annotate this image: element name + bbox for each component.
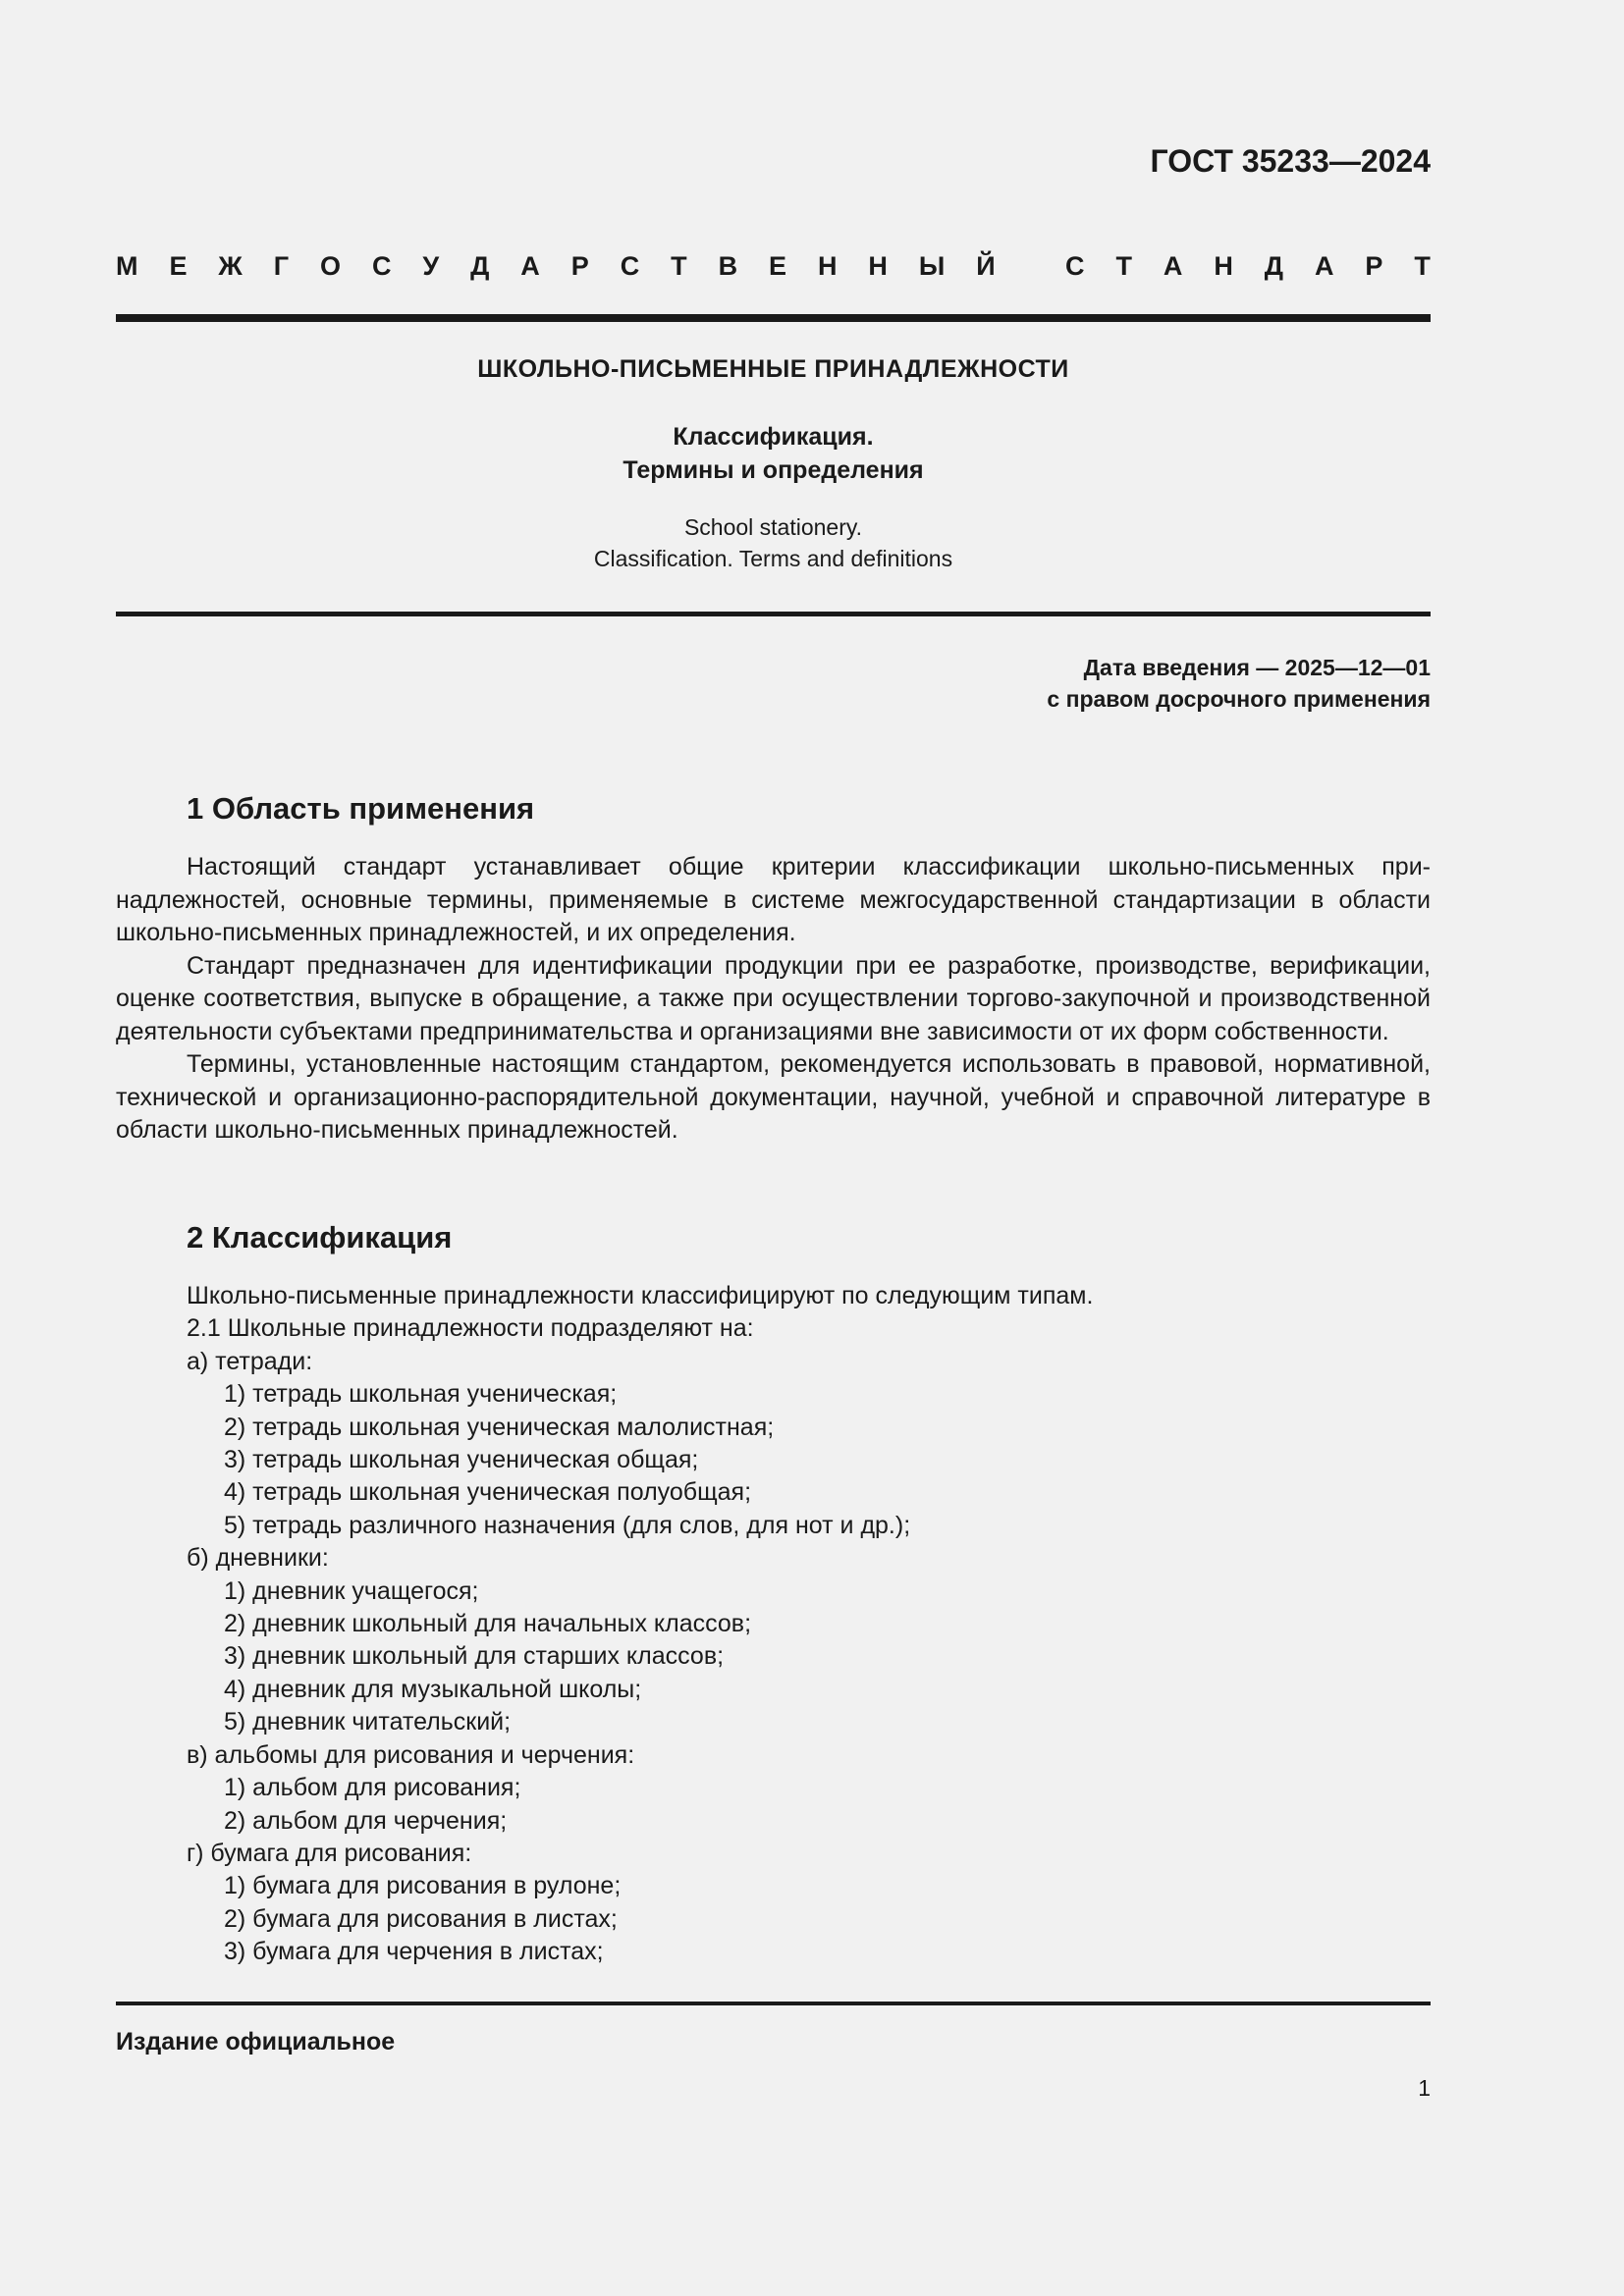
banner-letter: М: [116, 251, 138, 281]
list-item: 1) дневник учащегося;: [224, 1576, 479, 1605]
english-title-line: Classification. Terms and definitions: [593, 546, 953, 571]
early-application-note: с правом досрочного применения: [1047, 686, 1431, 712]
introduction-date: [1047, 652, 1431, 715]
paragraph: Стандарт предназначен для идентификации продукции при ее разработке, производстве, верификации, оценке соответствия, выпуске в обращение, а также при осуществлении торгово-закупочной и производственной деятельности субъектами предпринимательства и организациями вне зависимости от их форм собственности.: [116, 951, 1431, 1045]
subtitle-line: Классификация.: [673, 423, 874, 451]
banner-letter: С: [371, 251, 392, 281]
banner-letter: Й: [976, 251, 996, 281]
subtitle-line: Термины и определения: [623, 456, 924, 484]
banner-letter: Т: [671, 251, 687, 281]
banner-letter: Г: [273, 251, 290, 281]
list-item: 4) дневник для музыкальной школы;: [224, 1675, 642, 1703]
banner-letter: О: [319, 251, 341, 281]
section-1-body: [116, 851, 1431, 1148]
footer-divider: [116, 2002, 1431, 2005]
english-title-line: School stationery.: [683, 514, 863, 540]
banner-letter: С: [620, 251, 640, 281]
banner-letter: А: [1163, 251, 1183, 281]
banner-letter: Ж: [218, 251, 243, 281]
list-item: 2) тетрадь школьная ученическая малолистная;: [224, 1413, 775, 1441]
title-divider: [116, 612, 1431, 616]
list-item: 2) бумага для рисования в листах;: [224, 1904, 618, 1933]
classification-list: [187, 1280, 1093, 1969]
list-item: 1) альбом для рисования;: [224, 1774, 521, 1802]
document-code: ГОСТ 35233—2024: [1150, 143, 1431, 179]
banner-letter: Д: [1264, 251, 1283, 281]
banner-letter: Н: [1214, 251, 1233, 281]
group-label: в) альбомы для рисования и черчения:: [187, 1740, 635, 1769]
banner-letter: Е: [169, 251, 188, 281]
banner-letter: Н: [817, 251, 838, 281]
list-item: 3) тетрадь школьная ученическая общая;: [224, 1446, 699, 1474]
english-title: [116, 511, 1431, 574]
banner-letter: Е: [769, 251, 787, 281]
list-item: 2) дневник школьный для начальных классов;: [224, 1610, 752, 1638]
list-item: 5) дневник читательский;: [224, 1708, 512, 1736]
banner-letter: В: [718, 251, 738, 281]
paragraph: Настоящий стандарт устанавливает общие критерии классификации школьно-письменных принадлежностей, основные термины, применяемые в системе межгосударственной стандартизации в области школьно-письменных принадлежностей, и их определения.: [116, 853, 1431, 946]
banner-letter: Д: [470, 251, 490, 281]
official-edition-label: Издание официальное: [116, 2028, 396, 2056]
banner-letter: У: [422, 251, 440, 281]
list-item: 5) тетрадь различного назначения (для слов, для нот и др.);: [224, 1511, 911, 1539]
document-page: [116, 0, 1431, 2296]
group-label: г) бумага для рисования:: [187, 1839, 472, 1867]
section-2-heading: 2 Классификация: [187, 1220, 453, 1255]
classification-intro: Школьно-письменные принадлежности классифицируют по следующим типам.: [187, 1282, 1094, 1309]
list-item: 4) тетрадь школьная ученическая полуобщая;: [224, 1478, 752, 1507]
group-label: а) тетради:: [187, 1347, 313, 1375]
document-subtitle: [116, 420, 1431, 487]
banner-letter: С: [1065, 251, 1085, 281]
banner-gap: [1027, 251, 1035, 282]
banner-letter: А: [520, 251, 540, 281]
page-number: 1: [1418, 2075, 1431, 2101]
banner-letter: Р: [570, 251, 589, 281]
list-item: 1) тетрадь школьная ученическая;: [224, 1380, 618, 1409]
header-divider: [116, 314, 1431, 322]
list-item: 3) дневник школьный для старших классов;: [224, 1642, 725, 1671]
standard-type-banner: [116, 251, 1431, 282]
banner-letter: Т: [1414, 251, 1431, 281]
section-1-heading: 1 Область применения: [187, 791, 535, 826]
banner-letter: Ы: [918, 251, 946, 281]
banner-letter: Р: [1365, 251, 1383, 281]
list-item: 2) альбом для черчения;: [224, 1806, 508, 1835]
list-item: 3) бумага для черчения в листах;: [224, 1938, 604, 1966]
banner-letter: Т: [1115, 251, 1132, 281]
group-label: б) дневники:: [187, 1544, 329, 1573]
paragraph: Термины, установленные настоящим стандартом, рекомендуется использовать в правовой, нормативной, технической и организационно-распорядительной документации, научной, учебной и справочной литературе в области школьно-письменных принадлежностей.: [116, 1050, 1431, 1144]
clause-2-1: 2.1 Школьные принадлежности подразделяют на:: [187, 1314, 754, 1343]
banner-letter: А: [1314, 251, 1334, 281]
banner-letter: Н: [868, 251, 888, 281]
date-line: Дата введения — 2025—12—01: [1083, 655, 1431, 680]
list-item: 1) бумага для рисования в рулоне;: [224, 1872, 622, 1900]
document-title: ШКОЛЬНО-ПИСЬМЕННЫЕ ПРИНАДЛЕЖНОСТИ: [477, 355, 1069, 383]
